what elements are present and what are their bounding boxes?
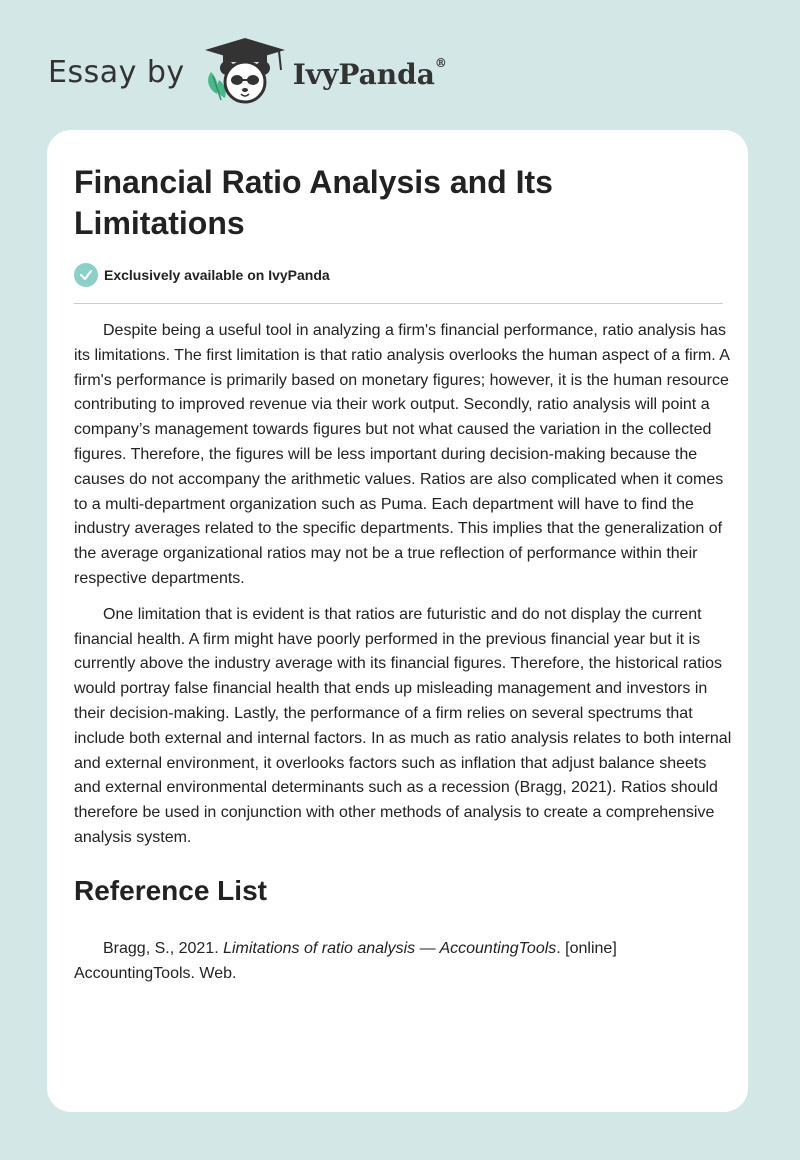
divider [74,303,723,304]
reference-item [74,937,723,987]
essay-card [47,130,748,1112]
reference-source: . [online] AccountingTools. Web. [74,940,617,982]
brand-name: IvyPanda® [292,56,447,91]
essay-body [74,319,734,862]
paragraph: One limitation that is evident is that ratios are futuristic and do not display the current financial health. A firm might have poorly performed in the previous financial year but it is currently above the industry average with its financial figures. Therefore, the historical ratios would portray false financial health that ends up misleading management and investors in their decision-making. Lastly, the performance of a firm relies on several spectrums that include both external and internal factors. In as much as ratio analysis relates to both internal and external environment, it overlooks factors such as inflation that adjust balance sheets and external environmental determinants such as a recession (Bragg, 2021). Ratios should therefore be used in conjunction with other methods of analysis to create a comprehensive analysis system. [74,605,732,846]
site-header [48,36,447,108]
exclusive-badge [74,263,330,287]
paragraph: Despite being a useful tool in analyzing a firm's financial performance, ratio analysis has its limitations. The first limitation is that ratio analysis overlooks the human aspect of a firm. A firm's performance is primarily based on monetary figures; however, it is the human resource contributing to improved revenue via their work output. Secondly, ratio analysis will point a company’s management towards figures but not what caused the variation in the collected figures. Therefore, the figures will be less important during decision-making because the causes do not accompany the arithmetic values. Ratios are also complicated when it comes to a multi-department organization such as Puma. Each department will have to find the industry averages related to the specific departments. This implies that the generalization of the average organizational ratios may not be a true reflection of performance within their respective departments. [74,322,730,587]
reference-authors: Bragg, S., 2021. [103,940,224,957]
reference-title: Limitations of ratio analysis — AccountingTools [223,940,557,957]
reference-list-heading: Reference List [74,875,267,906]
trademark: ® [434,56,447,71]
ivypanda-logo-icon[interactable] [201,36,289,108]
page-title: Financial Ratio Analysis and Its Limitations [74,164,553,241]
check-circle-icon [74,263,98,287]
badge-label: Exclusively available on IvyPanda [104,267,330,283]
essay-by-label: Essay by [48,54,185,90]
